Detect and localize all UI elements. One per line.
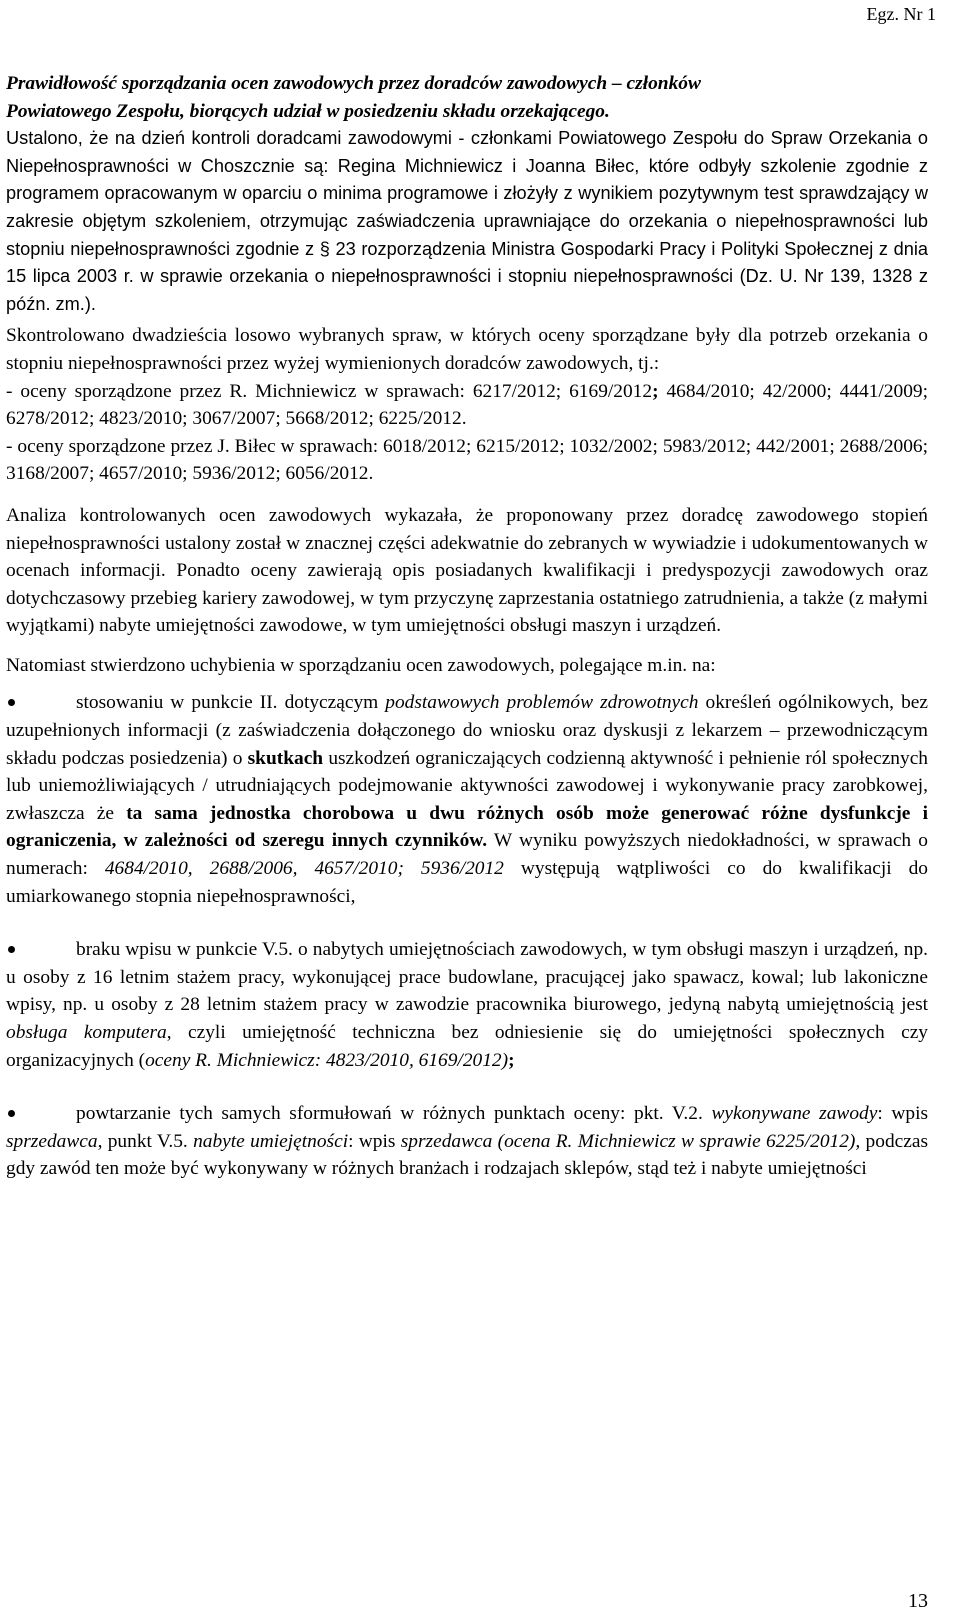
paragraph-shortcomings-intro: Natomiast stwierdzono uchybienia w sporządzaniu ocen zawodowych, polegające m.in. na: — [6, 654, 716, 676]
bullet-item-repeated-phrases — [6, 1100, 928, 1183]
copy-number: Egz. Nr 1 — [866, 4, 936, 24]
cases-list-michniewicz-part-2: 4684/2010; 42/2000; 4441/2009; 6278/2012; 4823/2010; 3067/2007; 5668/2012; 6225/2012. — [6, 380, 928, 430]
bullet-2-text-1: braku wpisu w punkcie V.5. o nabytych umiejętnościach zawodowych, w tym obsługi maszyn i urządzeń, np. u osoby z 16 letnim stażem pracy, wykonującej prace budowlane, pracującej jako spawacz, kowal; lub lakoniczne wpisy, np. u osoby z 28 letnim stażem pracy w zawodzie pracownika biurowego, jedyną nabytą umiejętnością jest — [6, 939, 928, 1016]
bullet-3-text-2: : wpis — [877, 1103, 928, 1125]
bullet-1-italic-2: 4684/2010, 2688/2006, 4657/2010; 5936/2012 — [104, 858, 504, 880]
bullet-3-text-5: podczas gdy zawód ten może być wykonywany w różnych branżach i rodzajach sklepów, stąd też i nabyte umiejętności — [6, 1130, 929, 1180]
bullet-1-text-2: określeń ogólnikowych, bez uzupełnionych informacji (z zaświadczenia dołączonego do wniosku oraz dyskusji z lekarzem – przewodniczącym składu podczas posiedzenia) o — [6, 692, 928, 769]
bullet-1-bold-1: skutkach — [247, 747, 324, 769]
bullet-icon — [6, 689, 76, 717]
bullet-3-italic-4: sprzedawca (ocena R. Michniewicz w sprawie 6225/2012), — [400, 1130, 861, 1152]
paragraph-audited-cases — [6, 322, 928, 488]
bullet-1-text-4: W wyniku powyższych niedokładności, w sprawach o numerach: — [6, 830, 928, 880]
bullet-3-text-3: , punkt V.5. — [97, 1130, 194, 1152]
bullet-1-text-5: występują wątpliwości co do kwalifikacji do umiarkowanego stopnia niepełnosprawności, — [6, 858, 929, 907]
cases-list-michniewicz — [6, 381, 928, 430]
section-heading — [6, 70, 928, 125]
bullet-3-italic-1: wykonywane zawody — [711, 1103, 878, 1125]
bullet-3-italic-3: nabyte umiejętności — [193, 1130, 349, 1152]
bullet-2-italic-1: obsługa komputera — [6, 1022, 167, 1043]
bullet-1-text-1: stosowaniu w punkcie II. dotyczącym — [76, 692, 386, 714]
paragraph-advisors: Ustalono, że na dzień kontroli doradcami zawodowymi - członkami Powiatowego Zespołu do Spraw Orzekania o Niepełnosprawności w Choszcznie są: Regina Michniewicz i Joanna Biłec, które odbyły szkolenie zgodnie z programem opracowanym w oparciu o minima programowe i złożyły z wynikiem pozytywnym test sprawdzający w zakresie objętym szkoleniem, otrzymując zaświadczenia uprawniające do orzekania o niepełnosprawności lub stopniu niepełnosprawności zgodnie z § 23 rozporządzenia Ministra Gospodarki Pracy i Polityki Społecznej z dnia 15 lipca 2003 r. w sprawie orzekania o niepełnosprawności i stopniu niepełnosprawności (Dz. U. Nr 139, 1328 z późn. zm.). — [6, 128, 928, 314]
bullet-1-italic-1: podstawowych problemów zdrowotnych — [385, 692, 699, 714]
bullet-icon — [6, 936, 76, 964]
bullet-3-italic-2: sprzedawca — [6, 1130, 98, 1152]
bullet-icon — [6, 1100, 76, 1128]
section-heading-line-2: Powiatowego Zespołu, biorących udział w posiedzeniu składu orzekającego. — [6, 100, 610, 122]
bullet-3-text-1: powtarzanie tych samych sformułowań w różnych punktach oceny: pkt. V.2. — [76, 1103, 712, 1125]
bullet-1-bold-2: ta sama jednostka chorobowa u dwu różnych osób może generować różne dysfunkcje i ograniczenia, w zależności od szeregu innych czynników. — [6, 802, 928, 852]
bullet-3-text-4: : wpis — [348, 1130, 401, 1152]
cases-list-bilec: - oceny sporządzone przez J. Biłec w sprawach: 6018/2012; 6215/2012; 1032/2002; 5983/2012; 442/2001; 2688/2006; 3168/2007; 4657/2010; 5936/2012; 6056/2012. — [6, 435, 928, 485]
bullet-2-bold-1: ; — [508, 1049, 515, 1071]
bullet-item-skills-missing — [6, 936, 928, 1074]
cases-list-separator: ; — [652, 380, 659, 402]
cases-list-michniewicz-part-1: - oceny sporządzone przez R. Michniewicz w sprawach: 6217/2012; 6169/2012 — [6, 380, 653, 402]
bullet-item-health-problems — [6, 689, 928, 910]
bullet-1-text-3: uszkodzeń ograniczających codzienną aktywność i pełnienie ról społecznych lub uniemożliwiających / utrudniających podejmowanie aktywności zawodowej i wykonywanie pracy zarobkowej, zwłaszcza że — [6, 747, 928, 824]
bullet-2-text-2: , czyli umiejętność techniczna bez odniesienie się do umiejętności społecznych czy organizacyjnych ( — [6, 1022, 928, 1071]
bullet-2-italic-2: oceny R. Michniewicz: 4823/2010, 6169/2012) — [145, 1049, 509, 1071]
page-number: 13 — [908, 1590, 928, 1612]
audited-cases-intro: Skontrolowano dwadzieścia losowo wybranych spraw, w których oceny sporządzane były dla potrzeb orzekania o stopniu niepełnosprawności przez wyżej wymienionych doradców zawodowych, tj.: — [6, 325, 928, 374]
section-heading-line-1: Prawidłowość sporządzania ocen zawodowych przez doradców zawodowych – członków — [6, 73, 701, 94]
document-body — [6, 70, 928, 1183]
paragraph-analysis: Analiza kontrolowanych ocen zawodowych wykazała, że proponowany przez doradcę zawodowego stopień niepełnosprawności ustalony został w znacznej części adekwatnie do zebranych w wywiadzie i udokumentowanych w ocenach informacji. Ponadto oceny zawierają opis posiadanych kwalifikacji i predyspozycji zawodowych oraz dotychczasowy przebieg kariery zawodowej, w tym przyczynę zaprzestania ostatniego zatrudnienia, a także (z małymi wyjątkami) nabyte umiejętności zawodowe, w tym umiejętności obsługi maszyn i urządzeń. — [6, 504, 928, 637]
